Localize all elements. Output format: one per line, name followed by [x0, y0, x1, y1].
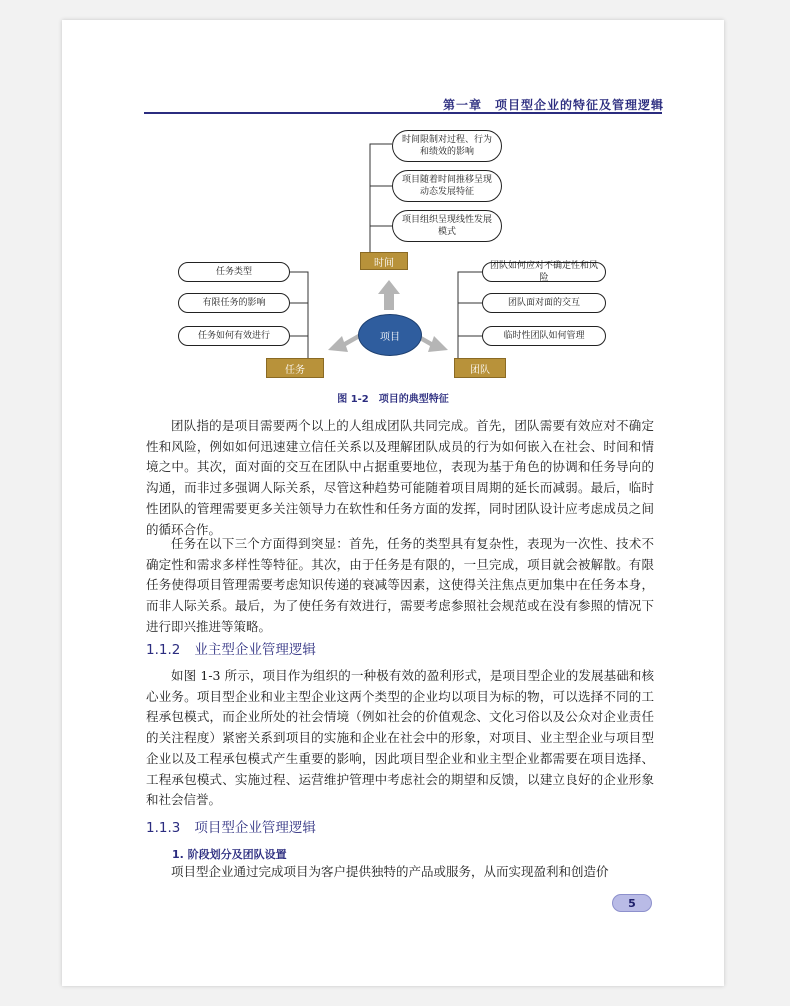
paragraph-team: 团队指的是项目需要两个以上的人组成团队共同完成。首先，团队需要有效应对不确定性和风险，例如如何迅速建立信任关系以及理解团队成员的行为如何嵌入在社会、时间和情境之中。其次，面对面的交互在团队中占据重要地位，表现为基于角色的协调和任务导向的沟通，而非过多强调人际关系，尽管这种趋势可能随着项目周期的延长而减弱。最后，临时性团队的管理需要更多关注领导力在软性和任务方面的发挥，同时团队设计应考虑成员之间的循环合作。 [146, 418, 654, 537]
document-page [62, 20, 724, 986]
task-item-1: 任务类型 [178, 262, 290, 282]
paragraph-task: 任务在以下三个方面得到突显：首先，任务的类型具有复杂性，表现为一次性、技术不确定性和需求多样性等特征。其次，由于任务是有限的，一旦完成，项目就会被解散。有限任务使得项目管理需要考虑知识传递的衰减等因素，这使得关注焦点更加集中在任务本身，而非人际关系。最后，为了使任务有效进行，需要考虑参照社会规范或在没有参照的情况下进行即兴推进等策略。 [146, 536, 654, 634]
team-node: 团队 [454, 358, 506, 378]
paragraph-owner-logic: 如图 1-3 所示，项目作为组织的一种极有效的盈利形式，是项目型企业的发展基础和核心业务。项目型企业和业主型企业这两个类型的企业均以项目为标的物，可以选择不同的工程承包模式，而企业所处的社会情境（例如社会的价值观念、文化习俗以及公众对企业责任的关注程度）紧密关系到项目的实施和企业在社会中的形象，对项目、业主型企业与项目型企业以及工程承包模式产生重要的影响，因此项目型企业和业主型企业都需要在项目选择、工程承包模式、实施过程、运营维护管理中考虑社会的期望和反馈，以建立良好的企业形象和社会信誉。 [146, 668, 654, 808]
section-number: 1.1.3 [146, 820, 181, 836]
task-item-2: 有限任务的影响 [178, 293, 290, 313]
project-center-node: 项目 [358, 314, 422, 356]
section-title: 业主型企业管理逻辑 [194, 642, 316, 658]
section-title: 项目型企业管理逻辑 [194, 820, 316, 836]
figure-1-2 [62, 20, 724, 420]
task-item-3: 任务如何有效进行 [178, 326, 290, 346]
page-number: 5 [612, 894, 652, 912]
team-item-3: 临时性团队如何管理 [482, 326, 606, 346]
paragraph-project-firm: 项目型企业通过完成项目为客户提供独特的产品或服务，从而实现盈利和创造价 [171, 864, 609, 879]
section-heading-1-1-3 [146, 816, 316, 836]
task-node: 任务 [266, 358, 324, 378]
figure-caption: 图 1-2 项目的典型特征 [337, 394, 449, 405]
time-item-2: 项目随着时间推移呈现动态发展特征 [392, 170, 502, 202]
time-item-3: 项目组织呈现线性发展模式 [392, 210, 502, 242]
team-item-1: 团队如何应对不确定性和风险 [482, 262, 606, 282]
running-header: 第一章 项目型企业的特征及管理逻辑 [442, 98, 664, 112]
team-item-2: 团队面对面的交互 [482, 293, 606, 313]
time-node: 时间 [360, 252, 408, 270]
time-item-1: 时间限制对过程、行为和绩效的影响 [392, 130, 502, 162]
subsection-heading: 1. 阶段划分及团队设置 [172, 848, 287, 861]
section-number: 1.1.2 [146, 642, 181, 658]
section-heading-1-1-2 [146, 638, 316, 658]
